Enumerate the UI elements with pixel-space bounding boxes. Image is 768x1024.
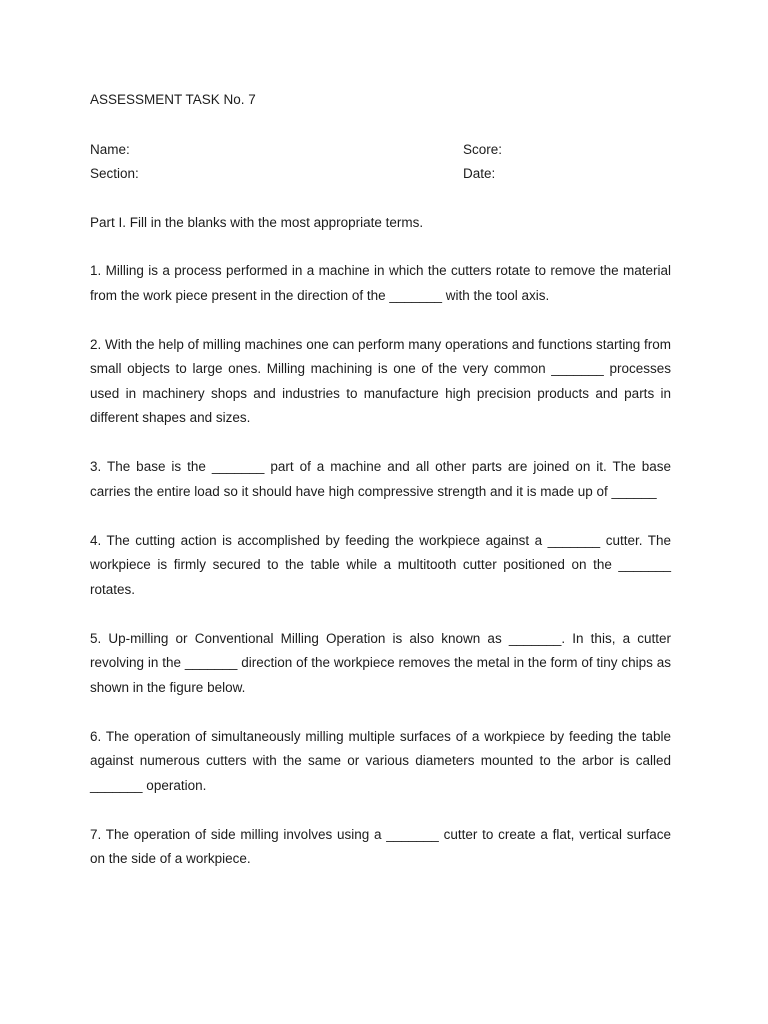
question-item-6: 6. The operation of simultaneously milling multiple surfaces of a workpiece by feeding the table against numerous cutters with the same or various diameters mounted to the arbor is called _______ operation.	[90, 728, 671, 793]
name-field-label: Name:	[90, 142, 130, 157]
question-item-3: 3. The base is the _______ part of a machine and all other parts are joined on it. The base carries the entire load so it should have high compressive strength and it is made up of ______	[90, 459, 671, 499]
page-title: ASSESSMENT TASK No. 7	[90, 92, 256, 107]
score-field-label: Score:	[463, 142, 503, 157]
question-item-7: 7. The operation of side milling involves using a _______ cutter to create a flat, vertical surface on the side of a workpiece.	[90, 826, 671, 866]
section-field-label: Section:	[90, 166, 139, 181]
question-item-2: 2. With the help of milling machines one can perform many operations and functions starting from small objects to large ones. Milling machining is one of the very common _______ processes used in machinery shops and industries to manufacture high precision products and parts in different shapes and sizes.	[90, 336, 671, 425]
question-item-5: 5. Up-milling or Conventional Milling Operation is also known as _______. In this, a cutter revolving in the _______ direction of the workpiece removes the metal in the form of tiny chips as shown in the figure below.	[90, 630, 671, 695]
part-instructions: Part I. Fill in the blanks with the most appropriate terms.	[90, 215, 424, 230]
question-item-4: 4. The cutting action is accomplished by feeding the workpiece against a _______ cutter. The workpiece is firmly secured to the table while a multitooth cutter positioned on the _______ rotates.	[90, 532, 671, 597]
date-field-label: Date:	[463, 166, 496, 181]
question-item-1: 1. Milling is a process performed in a machine in which the cutters rotate to remove the material from the work piece present in the direction of the _______ with the tool axis.	[90, 263, 671, 303]
question-list	[90, 259, 671, 896]
